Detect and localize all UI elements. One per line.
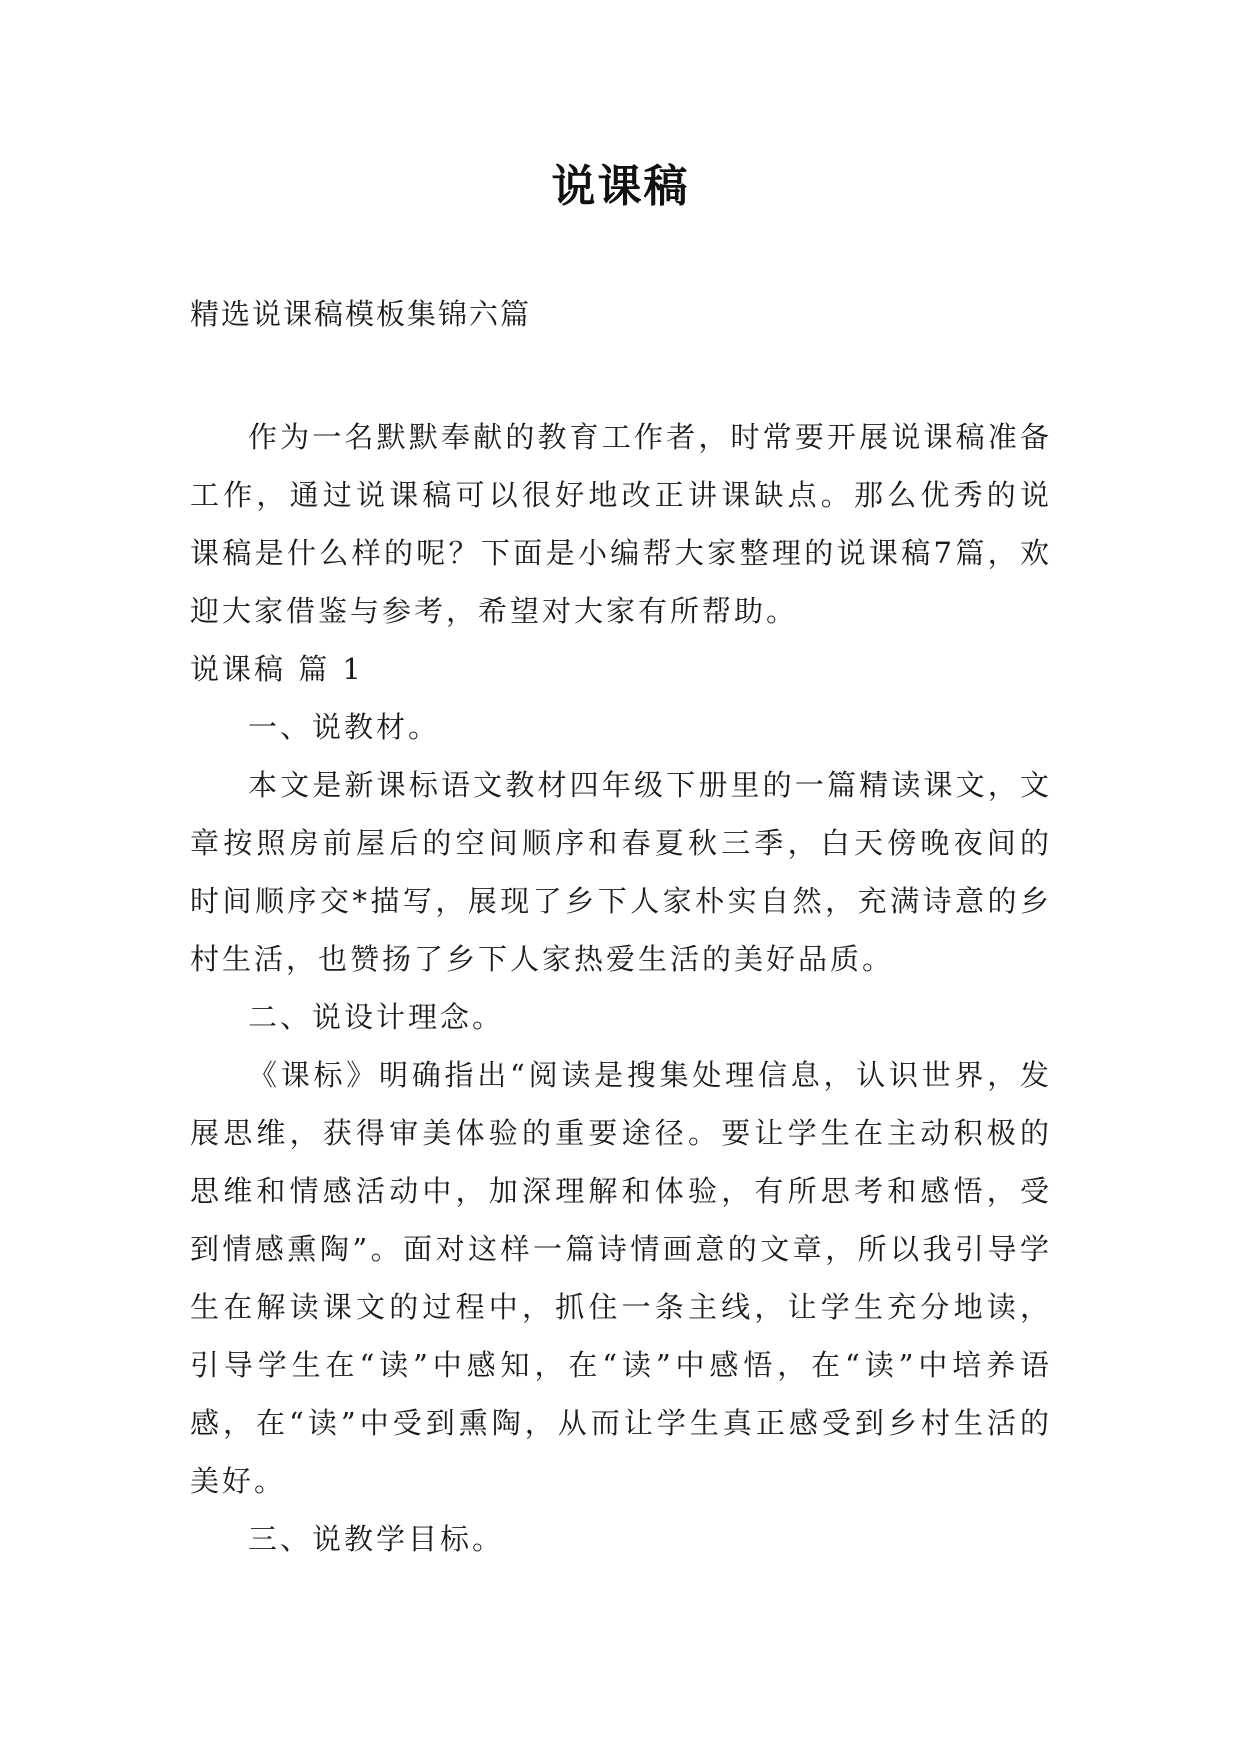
section-heading-3: 三、说教学目标。 (248, 1522, 505, 1556)
section-paragraph-2: 《课标》明确指出“阅读是搜集处理信息，认识世界，发展思维，获得审美体验的重要途径。要让学生在主动积极的思维和情感活动中，加深理解和体验，有所思考和感悟，受到情感熏陶”。面对这样一篇诗情画意的文章，所以我引导学生在解读课文的过程中，抓住一条主线，让学生充分地读，引导学生在“读”中感知，在“读”中感悟，在“读”中培养语感，在“读”中受到熏陶，从而让学生真正感受到乡村生活的美好。 (190, 1058, 1052, 1498)
document-body (190, 408, 1052, 1568)
document-title: 说课稿 (551, 161, 690, 212)
piece-heading: 说课稿 篇 1 (190, 652, 364, 686)
section-heading-1: 一、说教材。 (248, 710, 441, 744)
section-paragraph-1: 本文是新课标语文教材四年级下册里的一篇精读课文，文章按照房前屋后的空间顺序和春夏秋三季，白天傍晚夜间的时间顺序交*描写，展现了乡下人家朴实自然，充满诗意的乡村生活，也赞扬了乡下人家热爱生活的美好品质。 (190, 768, 1052, 976)
document-subtitle: 精选说课稿模板集锦六篇 (190, 297, 532, 331)
section-heading-2: 二、说设计理念。 (248, 1000, 505, 1034)
intro-paragraph: 作为一名默默奉献的教育工作者，时常要开展说课稿准备工作，通过说课稿可以很好地改正讲课缺点。那么优秀的说课稿是什么样的呢？下面是小编帮大家整理的说课稿7篇，欢迎大家借鉴与参考，希望对大家有所帮助。 (190, 420, 1052, 628)
